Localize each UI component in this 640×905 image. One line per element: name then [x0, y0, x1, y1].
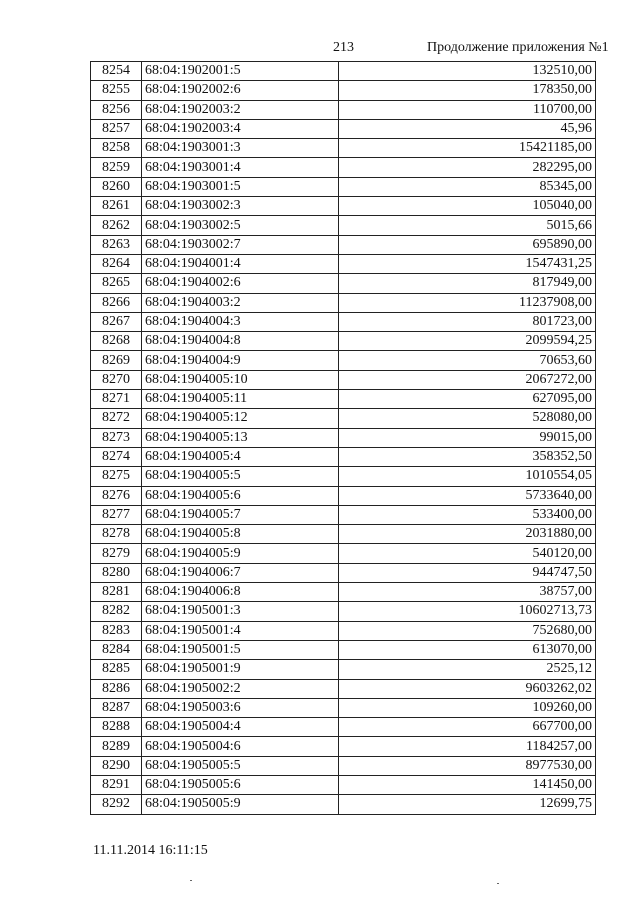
cadastral-value: 627095,00	[339, 390, 596, 409]
table-row	[91, 119, 596, 138]
cadastral-value: 132510,00	[339, 62, 596, 81]
row-number: 8280	[91, 563, 142, 582]
cadastral-value: 1184257,00	[339, 737, 596, 756]
row-number: 8283	[91, 621, 142, 640]
cadastral-value: 358352,50	[339, 447, 596, 466]
cadastral-value: 1010554,05	[339, 467, 596, 486]
cadastral-number: 68:04:1903002:7	[142, 235, 339, 254]
table-row	[91, 679, 596, 698]
table-row	[91, 505, 596, 524]
row-number: 8261	[91, 197, 142, 216]
table-row	[91, 602, 596, 621]
cadastral-value: 109260,00	[339, 698, 596, 717]
table-row	[91, 583, 596, 602]
cadastral-number: 68:04:1905001:4	[142, 621, 339, 640]
row-number: 8279	[91, 544, 142, 563]
cadastral-number: 68:04:1904005:13	[142, 428, 339, 447]
cadastral-value: 2099594,25	[339, 332, 596, 351]
scan-speck	[497, 883, 499, 884]
row-number: 8286	[91, 679, 142, 698]
table-row	[91, 486, 596, 505]
cadastral-number: 68:04:1902002:6	[142, 81, 339, 100]
row-number: 8278	[91, 525, 142, 544]
cadastral-value: 5733640,00	[339, 486, 596, 505]
row-number: 8285	[91, 660, 142, 679]
print-timestamp: 11.11.2014 16:11:15	[93, 843, 208, 858]
row-number: 8277	[91, 505, 142, 524]
row-number: 8259	[91, 158, 142, 177]
cadastral-value: 8977530,00	[339, 756, 596, 775]
cadastral-value: 2031880,00	[339, 525, 596, 544]
row-number: 8256	[91, 100, 142, 119]
table-row	[91, 158, 596, 177]
table-row	[91, 351, 596, 370]
cadastral-value: 528080,00	[339, 409, 596, 428]
table-row	[91, 775, 596, 794]
row-number: 8290	[91, 756, 142, 775]
cadastral-value: 15421185,00	[339, 139, 596, 158]
cadastral-value: 110700,00	[339, 100, 596, 119]
table-row	[91, 409, 596, 428]
cadastral-value: 11237908,00	[339, 293, 596, 312]
cadastral-value: 9603262,02	[339, 679, 596, 698]
table-row	[91, 795, 596, 814]
table-row	[91, 640, 596, 659]
cadastral-number: 68:04:1904004:3	[142, 312, 339, 331]
page-number: 213	[333, 40, 354, 55]
row-number: 8269	[91, 351, 142, 370]
cadastral-value: 10602713,73	[339, 602, 596, 621]
cadastral-number: 68:04:1905001:5	[142, 640, 339, 659]
table-row	[91, 100, 596, 119]
scan-speck	[190, 880, 192, 881]
table-row	[91, 428, 596, 447]
row-number: 8288	[91, 718, 142, 737]
cadastral-number: 68:04:1903001:3	[142, 139, 339, 158]
cadastral-number: 68:04:1905002:2	[142, 679, 339, 698]
table-row	[91, 698, 596, 717]
cadastral-number: 68:04:1904005:8	[142, 525, 339, 544]
table-row	[91, 235, 596, 254]
table-row	[91, 525, 596, 544]
cadastral-value: 38757,00	[339, 583, 596, 602]
cadastral-number: 68:04:1904006:7	[142, 563, 339, 582]
table-row	[91, 139, 596, 158]
cadastral-value: 1547431,25	[339, 254, 596, 273]
row-number: 8271	[91, 390, 142, 409]
row-number: 8287	[91, 698, 142, 717]
cadastral-value: 141450,00	[339, 775, 596, 794]
row-number: 8272	[91, 409, 142, 428]
row-number: 8260	[91, 177, 142, 196]
cadastral-value: 752680,00	[339, 621, 596, 640]
cadastral-number: 68:04:1904005:6	[142, 486, 339, 505]
cadastral-number: 68:04:1905001:3	[142, 602, 339, 621]
table-row	[91, 563, 596, 582]
table-row	[91, 274, 596, 293]
row-number: 8258	[91, 139, 142, 158]
row-number: 8262	[91, 216, 142, 235]
cadastral-value: 105040,00	[339, 197, 596, 216]
cadastral-number: 68:04:1903002:3	[142, 197, 339, 216]
table-body	[91, 62, 596, 815]
cadastral-value: 178350,00	[339, 81, 596, 100]
row-number: 8281	[91, 583, 142, 602]
cadastral-value: 70653,60	[339, 351, 596, 370]
cadastral-number: 68:04:1904002:6	[142, 274, 339, 293]
table-row	[91, 467, 596, 486]
table-row	[91, 756, 596, 775]
row-number: 8292	[91, 795, 142, 814]
cadastral-value: 667700,00	[339, 718, 596, 737]
cadastral-number: 68:04:1903002:5	[142, 216, 339, 235]
row-number: 8276	[91, 486, 142, 505]
cadastral-number: 68:04:1904005:4	[142, 447, 339, 466]
cadastral-value: 540120,00	[339, 544, 596, 563]
table-row	[91, 621, 596, 640]
cadastral-value: 12699,75	[339, 795, 596, 814]
row-number: 8263	[91, 235, 142, 254]
cadastral-number: 68:04:1904005:9	[142, 544, 339, 563]
cadastral-value: 85345,00	[339, 177, 596, 196]
cadastral-number: 68:04:1905004:6	[142, 737, 339, 756]
cadastral-value: 695890,00	[339, 235, 596, 254]
table-row	[91, 660, 596, 679]
table-row	[91, 254, 596, 273]
table-row	[91, 332, 596, 351]
cadastral-number: 68:04:1904005:7	[142, 505, 339, 524]
table-row	[91, 81, 596, 100]
cadastral-number: 68:04:1904005:11	[142, 390, 339, 409]
row-number: 8289	[91, 737, 142, 756]
cadastral-number: 68:04:1904004:9	[142, 351, 339, 370]
row-number: 8268	[91, 332, 142, 351]
table-row	[91, 390, 596, 409]
table-row	[91, 312, 596, 331]
row-number: 8282	[91, 602, 142, 621]
cadastral-value: 944747,50	[339, 563, 596, 582]
table-row	[91, 62, 596, 81]
row-number: 8265	[91, 274, 142, 293]
cadastral-value: 613070,00	[339, 640, 596, 659]
cadastral-number: 68:04:1905005:6	[142, 775, 339, 794]
cadastral-value: 2525,12	[339, 660, 596, 679]
table-row	[91, 737, 596, 756]
cadastral-number: 68:04:1904006:8	[142, 583, 339, 602]
cadastral-value: 2067272,00	[339, 370, 596, 389]
table-row	[91, 370, 596, 389]
row-number: 8266	[91, 293, 142, 312]
cadastral-value: 99015,00	[339, 428, 596, 447]
cadastral-value: 817949,00	[339, 274, 596, 293]
cadastral-number: 68:04:1904005:12	[142, 409, 339, 428]
cadastral-value: 801723,00	[339, 312, 596, 331]
appendix-continuation-title: Продолжение приложения №1	[427, 40, 609, 55]
table-row	[91, 447, 596, 466]
cadastral-value: 5015,66	[339, 216, 596, 235]
table-row	[91, 718, 596, 737]
cadastral-value: 282295,00	[339, 158, 596, 177]
table-row	[91, 544, 596, 563]
cadastral-value: 45,96	[339, 119, 596, 138]
cadastral-value: 533400,00	[339, 505, 596, 524]
cadastral-number: 68:04:1902003:4	[142, 119, 339, 138]
cadastral-number: 68:04:1904004:8	[142, 332, 339, 351]
row-number: 8264	[91, 254, 142, 273]
cadastral-number: 68:04:1905005:5	[142, 756, 339, 775]
cadastral-number: 68:04:1902001:5	[142, 62, 339, 81]
cadastral-number: 68:04:1903001:5	[142, 177, 339, 196]
table-row	[91, 197, 596, 216]
table-row	[91, 177, 596, 196]
row-number: 8267	[91, 312, 142, 331]
cadastral-number: 68:04:1903001:4	[142, 158, 339, 177]
row-number: 8284	[91, 640, 142, 659]
row-number: 8257	[91, 119, 142, 138]
cadastral-number: 68:04:1902003:2	[142, 100, 339, 119]
row-number: 8275	[91, 467, 142, 486]
cadastral-value-table	[90, 61, 596, 815]
cadastral-number: 68:04:1905004:4	[142, 718, 339, 737]
cadastral-number: 68:04:1904003:2	[142, 293, 339, 312]
row-number: 8273	[91, 428, 142, 447]
row-number: 8291	[91, 775, 142, 794]
cadastral-number: 68:04:1904001:4	[142, 254, 339, 273]
table-row	[91, 293, 596, 312]
row-number: 8274	[91, 447, 142, 466]
cadastral-number: 68:04:1905001:9	[142, 660, 339, 679]
row-number: 8270	[91, 370, 142, 389]
cadastral-number: 68:04:1904005:5	[142, 467, 339, 486]
table-row	[91, 216, 596, 235]
cadastral-number: 68:04:1904005:10	[142, 370, 339, 389]
cadastral-number: 68:04:1905005:9	[142, 795, 339, 814]
cadastral-number: 68:04:1905003:6	[142, 698, 339, 717]
row-number: 8254	[91, 62, 142, 81]
row-number: 8255	[91, 81, 142, 100]
